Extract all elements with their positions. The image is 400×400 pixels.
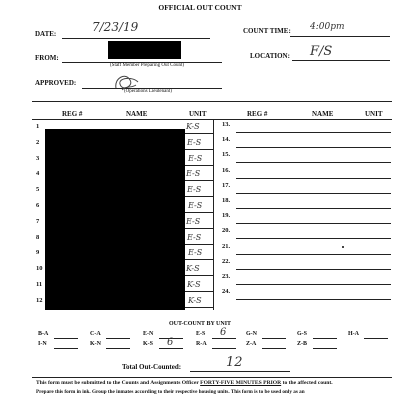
out-count-unit-label: H-A: [348, 331, 359, 337]
left-row-unit: E-S: [187, 137, 202, 147]
out-count-blank: [262, 338, 286, 339]
out-count-blank: [106, 348, 130, 349]
header-rule: [32, 119, 392, 120]
right-row-number: 14.: [222, 136, 231, 144]
location-value: F/S: [310, 44, 333, 59]
header-reg-right: REG #: [247, 110, 268, 118]
redacted-inmate-list: [45, 129, 185, 310]
from-caption: (Staff Member Preparing Out Count): [110, 63, 185, 68]
left-row-number: 12: [36, 296, 43, 304]
right-row-number: 19.: [222, 212, 231, 220]
out-count-unit-label: G-N: [246, 331, 257, 337]
right-row-line: [236, 193, 391, 194]
header-reg-left: REG #: [62, 110, 83, 118]
header-unit-left: UNIT: [189, 110, 207, 118]
footer-text-c: to the affected count.: [281, 380, 333, 386]
right-row-line: [236, 223, 391, 224]
approved-caption: (Operations Lieutenant): [124, 89, 172, 94]
out-count-blank: [212, 338, 236, 339]
footer-rule: [32, 377, 392, 378]
left-row-number: 1: [36, 123, 40, 130]
footer-text-emphasis: FORTY-FIVE MINUTES PRIOR: [200, 380, 282, 386]
right-row-number: 24.: [222, 288, 231, 296]
left-row-number: 10: [36, 265, 43, 273]
header-name-right: NAME: [312, 110, 334, 118]
out-count-unit-label: I-N: [38, 341, 47, 347]
out-count-unit-label: K-N: [90, 341, 101, 347]
out-count-blank: [212, 348, 236, 349]
footer-line-2: Prepare this form in ink. Group the inmates according to their respective housing units. This form is to be used only as an: [36, 389, 305, 395]
date-underline: [62, 38, 210, 39]
left-row-number: 4: [36, 170, 40, 178]
total-underline: [190, 371, 290, 372]
left-row-unit: K-S: [188, 295, 202, 305]
out-count-unit-label: Z-B: [297, 341, 308, 347]
right-row-line: [236, 178, 391, 179]
left-row-unit: E-S: [186, 169, 201, 179]
right-row-line: [236, 238, 391, 239]
out-count-unit-label: R-A: [196, 341, 207, 347]
left-table-divider: [213, 119, 214, 310]
stray-mark: [342, 246, 344, 248]
location-underline: [292, 60, 390, 61]
approved-label: APPROVED:: [35, 79, 77, 87]
out-count-blank: [364, 338, 388, 339]
right-row-number: 13.: [222, 121, 231, 128]
left-row-unit: K-S: [186, 122, 200, 131]
section-rule-top: [32, 101, 392, 102]
out-count-value: 6: [167, 337, 174, 348]
out-count-blank: [54, 348, 78, 349]
right-row-line: [236, 254, 391, 255]
out-count-blank: [262, 348, 286, 349]
total-value: 12: [226, 355, 243, 370]
count-time-value: 4:00pm: [310, 22, 345, 32]
out-count-blank: [313, 338, 337, 339]
left-row-number: 5: [36, 186, 40, 194]
out-count-blank: [159, 348, 183, 349]
out-count-value: 6: [220, 327, 227, 338]
left-row-number: 6: [36, 202, 40, 209]
left-row-unit: E-S: [187, 232, 202, 242]
out-count-unit-label: Z-A: [246, 341, 257, 347]
right-row-number: 22.: [222, 257, 231, 265]
left-row-unit: E-S: [188, 201, 203, 210]
out-count-blank: [313, 348, 337, 349]
left-row-unit: E-S: [188, 153, 203, 163]
header-unit-right: UNIT: [365, 110, 383, 118]
right-row-line: [236, 147, 391, 148]
right-row-number: 18.: [222, 197, 231, 204]
out-count-blank: [106, 338, 130, 339]
count-time-underline: [290, 36, 390, 37]
right-row-number: 15.: [222, 151, 231, 159]
out-count-title: OUT-COUNT BY UNIT: [168, 321, 232, 327]
from-label: FROM:: [35, 54, 59, 62]
footer-line-1: [36, 380, 333, 386]
right-row-number: 21.: [222, 242, 231, 250]
header-name-left: NAME: [126, 110, 148, 118]
right-row-number: 20.: [222, 227, 231, 235]
right-row-line: [236, 299, 391, 300]
right-row-line: [236, 284, 391, 285]
date-label: DATE:: [35, 30, 57, 38]
left-row-number: 3: [36, 154, 40, 162]
left-row-unit: E-S: [188, 248, 203, 258]
out-count-blank: [54, 338, 78, 339]
footer-text-a: This form must be submitted to the Counts and Assignments Officer: [36, 380, 201, 386]
left-row-unit: E-S: [186, 216, 201, 226]
date-value: 7/23/19: [92, 20, 139, 34]
right-row-number: 23.: [222, 273, 231, 280]
right-row-line: [236, 132, 391, 133]
right-row-line: [236, 208, 391, 209]
out-count-unit-label: B-A: [38, 331, 49, 337]
out-count-unit-label: K-S: [143, 341, 154, 347]
out-count-unit-label: E-S: [196, 331, 206, 337]
right-row-number: 16.: [222, 166, 231, 174]
left-row-unit: K-S: [187, 280, 201, 289]
left-row-number: 8: [36, 233, 40, 241]
form-title: OFFICIAL OUT COUNT: [158, 3, 242, 12]
left-row-number: 7: [36, 217, 40, 225]
out-count-unit-label: G-S: [297, 331, 308, 337]
out-count-unit-label: C-A: [90, 331, 101, 337]
right-row-number: 17.: [222, 181, 231, 189]
redacted-staff-name: [108, 41, 181, 59]
left-row-number: 9: [36, 249, 40, 257]
right-row-line: [236, 269, 391, 270]
right-row-line: [236, 162, 391, 163]
left-row-unit: E-S: [187, 185, 202, 195]
count-time-label: COUNT TIME:: [243, 27, 291, 35]
left-row-number: 11: [36, 281, 43, 288]
left-row-unit: K-S: [186, 264, 200, 274]
left-row-number: 2: [36, 138, 40, 146]
out-count-unit-label: E-N: [143, 331, 154, 337]
total-label: Total Out-Counted:: [122, 363, 182, 371]
location-label: LOCATION:: [250, 52, 290, 60]
